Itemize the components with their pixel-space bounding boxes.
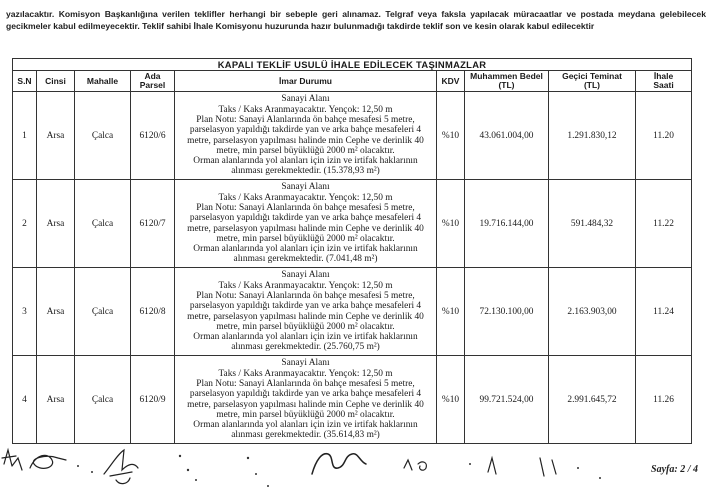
- signature-dot: [577, 467, 579, 469]
- header-ada-parsel: Ada Parsel: [131, 71, 175, 92]
- header-cinsi: Cinsi: [37, 71, 75, 92]
- cell-sn: 3: [13, 268, 37, 356]
- cell-saat: 11.26: [636, 356, 692, 444]
- signature-dot: [267, 485, 269, 487]
- table-header-row: [13, 71, 692, 92]
- cell-sn: 2: [13, 180, 37, 268]
- cell-ada-parsel: 6120/9: [131, 356, 175, 444]
- signature-mark: [30, 455, 66, 468]
- cell-teminat: 2.163.903,00: [549, 268, 636, 356]
- signature-dot: [195, 479, 197, 481]
- header-bedel: Muhammen Bedel (TL): [465, 71, 549, 92]
- cell-bedel: 99.721.524,00: [465, 356, 549, 444]
- cell-saat: 11.22: [636, 180, 692, 268]
- cell-cinsi: Arsa: [37, 356, 75, 444]
- cell-saat: 11.24: [636, 268, 692, 356]
- cell-cinsi: Arsa: [37, 180, 75, 268]
- cell-kdv: %10: [437, 268, 465, 356]
- table-row: [13, 356, 692, 444]
- cell-mahalle: Çalca: [75, 92, 131, 180]
- intro-paragraph: [6, 8, 706, 32]
- cell-bedel: 72.130.100,00: [465, 268, 549, 356]
- signature-dot: [187, 469, 189, 471]
- cell-sn: 4: [13, 356, 37, 444]
- cell-teminat: 591.484,32: [549, 180, 636, 268]
- signature-dot: [91, 471, 93, 473]
- signature-mark: [488, 458, 556, 476]
- cell-kdv: %10: [437, 180, 465, 268]
- cell-ada-parsel: 6120/8: [131, 268, 175, 356]
- cell-kdv: %10: [437, 356, 465, 444]
- cell-teminat: 2.991.645,72: [549, 356, 636, 444]
- table-row: [13, 268, 692, 356]
- header-teminat: Geçici Teminat (TL): [549, 71, 636, 92]
- page-number: Sayfa: 2 / 4: [651, 464, 698, 475]
- cell-imar: Sanayi Alanı Taks / Kaks Aranmayacaktır. Yençok: 12,50 m Plan Notu: Sanayi Alanlarında ön bahçe mesafesi 5 metre, parselasyon yapıldığı takdirde yan ve arka bahçe mesafeleri 4 metre, parselasyon yapılması halinde min Cephe ve derinlik 40 metre, min parsel büyüklüğü 2000 m² olacaktır. Orman alanlarında yol alanları için izin ve irtifak haklarının alınması gerekmektedir. (35.614,83 m²): [175, 356, 437, 444]
- cell-kdv: %10: [437, 92, 465, 180]
- header-kdv: KDV: [437, 71, 465, 92]
- cell-bedel: 43.061.004,00: [465, 92, 549, 180]
- signature-dot: [247, 457, 249, 459]
- cell-saat: 11.20: [636, 92, 692, 180]
- signature-mark: [2, 450, 22, 470]
- cell-imar: Sanayi Alanı Taks / Kaks Aranmayacaktır. Yençok: 12,50 m Plan Notu: Sanayi Alanlarında ön bahçe mesafesi 5 metre, parselasyon yapıldığı takdirde yan ve arka bahçe mesafeleri 4 metre, parselasyon yapılması halinde min Cephe ve derinlik 40 metre, min parsel büyüklüğü 2000 m² olacaktır. Orman alanlarında yol alanları için izin ve irtifak haklarının alınması gerekmektedir. (7.041,48 m²): [175, 180, 437, 268]
- signature-strip: [0, 446, 710, 498]
- signature-mark: [312, 454, 366, 474]
- cell-cinsi: Arsa: [37, 268, 75, 356]
- cell-ada-parsel: 6120/6: [131, 92, 175, 180]
- header-imar: İmar Durumu: [175, 71, 437, 92]
- cell-imar: Sanayi Alanı Taks / Kaks Aranmayacaktır. Yençok: 12,50 m Plan Notu: Sanayi Alanlarında ön bahçe mesafesi 5 metre, parselasyon yapıldığı takdirde yan ve arka bahçe mesafeleri 4 metre, parselasyon yapılması halinde min Cephe ve derinlik 40 metre, min parsel büyüklüğü 2000 m² olacaktır. Orman alanlarında yol alanları için izin ve irtifak haklarının alınması gerekmektedir. (15.378,93 m²): [175, 92, 437, 180]
- property-table: [12, 58, 692, 444]
- cell-bedel: 19.716.144,00: [465, 180, 549, 268]
- signature-mark: [404, 460, 426, 470]
- signature-dot: [469, 463, 471, 465]
- cell-imar: Sanayi Alanı Taks / Kaks Aranmayacaktır. Yençok: 12,50 m Plan Notu: Sanayi Alanlarında ön bahçe mesafesi 5 metre, parselasyon yapıldığı takdirde yan ve arka bahçe mesafeleri 4 metre, parselasyon yapılması halinde min Cephe ve derinlik 40 metre, min parsel büyüklüğü 2000 m² olacaktır. Orman alanlarında yol alanları için izin ve irtifak haklarının alınması gerekmektedir. (25.760,75 m²): [175, 268, 437, 356]
- table-title: KAPALI TEKLİF USULÜ İHALE EDİLECEK TAŞINMAZLAR: [13, 59, 692, 71]
- header-sn: S.N: [13, 71, 37, 92]
- header-saat: İhale Saati: [636, 71, 692, 92]
- header-mahalle: Mahalle: [75, 71, 131, 92]
- signature-dot: [255, 473, 257, 475]
- cell-mahalle: Çalca: [75, 356, 131, 444]
- cell-mahalle: Çalca: [75, 268, 131, 356]
- signature-dot: [77, 465, 79, 467]
- cell-teminat: 1.291.830,12: [549, 92, 636, 180]
- cell-sn: 1: [13, 92, 37, 180]
- signature-dot: [179, 455, 181, 457]
- signature-mark: [104, 450, 138, 484]
- table-row: [13, 180, 692, 268]
- cell-mahalle: Çalca: [75, 180, 131, 268]
- intro-line-1: yazılacaktır. Komisyon Başkanlığına verilen teklifler herhangi bir sebeple geri alınamaz. Telgraf veya faksla yapılacak müracaatlar ve postada meydana gelebilecek: [6, 9, 706, 19]
- signature-dot: [599, 477, 601, 479]
- table-row: [13, 92, 692, 180]
- cell-ada-parsel: 6120/7: [131, 180, 175, 268]
- intro-line-2: gecikmeler kabul edilmeyecektir. Teklif sahibi İhale Komisyonu huzurunda hazır bulunmadığı takdirde teklif son ve kesin olarak kabul edilecektir: [6, 21, 595, 31]
- cell-cinsi: Arsa: [37, 92, 75, 180]
